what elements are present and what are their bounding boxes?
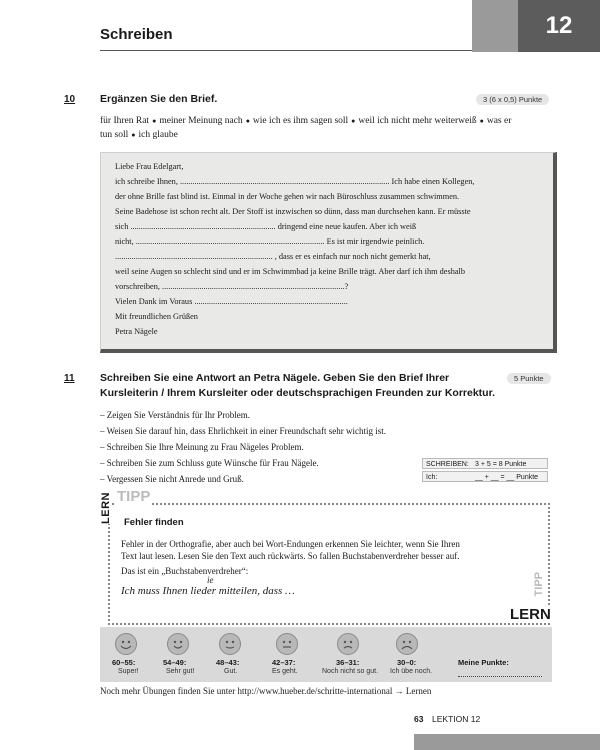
bullet-icon: ● xyxy=(152,117,157,125)
lern-label-bottom: LERN xyxy=(510,606,551,623)
rating-label: Gut. xyxy=(224,668,238,675)
footer-lesson: LEKTION 12 xyxy=(432,714,481,724)
rating-score: 36–31: xyxy=(336,658,360,667)
header-rule xyxy=(100,50,472,51)
tip-heading: Fehler finden xyxy=(124,517,184,528)
phrase: meiner Meinung nach xyxy=(159,116,243,126)
lesson-number-badge: 12 xyxy=(518,0,600,52)
more-exercises-link[interactable]: Noch mehr Übungen finden Sie unter http://www.hueber.de/schritte-international → Lernen xyxy=(100,686,432,696)
letter-line: Liebe Frau Edelgart, xyxy=(115,162,184,171)
lern-label-vertical: LERN xyxy=(100,492,112,524)
rating-score: 42–37: xyxy=(272,658,296,667)
letter-line: nicht, ........................................................................................... Es ist mir irgendwie peinlich. xyxy=(115,237,425,246)
rating-label: Es geht. xyxy=(272,668,298,675)
letter-box xyxy=(100,152,557,353)
instruction-item: – Weisen Sie darauf hin, dass Ehrlichkeit in einer Freundschaft sehr wichtig ist. xyxy=(100,426,387,436)
phrase-list-line-1 xyxy=(100,114,550,128)
rating-scale xyxy=(100,627,552,682)
tip-text-line: Das ist ein „Buchstabenverdreher“: xyxy=(121,566,249,576)
smiley-good-icon xyxy=(219,633,241,655)
handwritten-example xyxy=(121,575,295,597)
letter-line: ich schreibe Ihnen, ..................................................................................................... Ich habe einen Kollegen, xyxy=(115,177,475,186)
phrase-list-line-2 xyxy=(100,128,550,142)
task-11-number: 11 xyxy=(64,373,75,384)
score-formula: 3 + 5 = 8 Punkte xyxy=(475,461,527,468)
my-points-blank xyxy=(458,676,542,677)
bullet-icon: ● xyxy=(479,117,484,125)
bullet-icon: ● xyxy=(131,131,136,139)
letter-line: Vielen Dank im Voraus .......................................................................... xyxy=(115,297,348,306)
rating-label: Sehr gut! xyxy=(166,668,195,675)
bullet-icon: ● xyxy=(245,117,250,125)
task-11-points: 5 Punkte xyxy=(507,373,551,384)
letter-line: sich ...................................................................... dringend eine neue kaufen. Aber ich weiß xyxy=(115,222,417,231)
task-10-title: Ergänzen Sie den Brief. xyxy=(100,93,218,105)
instruction-item: – Schreiben Sie Ihre Meinung zu Frau Nägeles Problem. xyxy=(100,442,304,452)
handwritten-correction: ie xyxy=(207,575,214,585)
rating-score: 54–49: xyxy=(163,658,187,667)
letter-signature: Petra Nägele xyxy=(115,327,158,336)
score-row-total xyxy=(422,458,548,469)
bullet-icon: ● xyxy=(351,117,356,125)
task-10-number: 10 xyxy=(64,94,76,105)
rating-score: 48–43: xyxy=(216,658,240,667)
phrase: weil ich nicht mehr weiterweiß xyxy=(358,116,477,126)
instruction-item: – Vergessen Sie nicht Anrede und Gruß. xyxy=(100,474,244,484)
score-label: SCHREIBEN: xyxy=(426,461,469,468)
rating-label: Ich übe noch. xyxy=(390,668,433,675)
phrase: wie ich es ihm sagen soll xyxy=(252,116,349,126)
smiley-not-so-good-icon xyxy=(337,633,359,655)
tipp-label-vertical: TIPP xyxy=(533,572,545,597)
section-title: Schreiben xyxy=(100,26,173,43)
letter-line: weil seine Augen so schlecht sind und er im Schwimmbad ja keine Brille trägt. Aber darf ich ihm deshalb xyxy=(115,267,466,276)
phrase: tun soll xyxy=(100,130,129,140)
tipp-label-top: TIPP xyxy=(117,488,151,505)
my-points-label: Meine Punkte: xyxy=(458,658,509,667)
example-sentence: Ich muss Ihnen lieder mitteilen, dass … xyxy=(121,585,295,597)
footer-bar xyxy=(414,734,600,750)
instruction-item: – Zeigen Sie Verständnis für Ihr Problem. xyxy=(100,410,251,420)
phrase: was er xyxy=(486,116,512,126)
score-label: Ich: xyxy=(426,474,438,481)
letter-line: vorschreiben, ........................................................................................? xyxy=(115,282,349,291)
letter-line: Mit freundlichen Grüßen xyxy=(115,312,198,321)
letter-line: Seine Badehose ist schon recht alt. Der Stoff ist inzwischen so dünn, dass man durchsehen kann. Er müsste xyxy=(115,207,471,216)
smiley-practicing-icon xyxy=(396,633,418,655)
rating-score: 60–55: xyxy=(112,658,136,667)
page-number: 63 xyxy=(414,714,424,724)
score-formula: __ + __ = __ Punkte xyxy=(475,474,539,481)
score-row-mine xyxy=(422,471,548,482)
task-11-title-line-2: Kursleiterin / Ihrem Kursleiter oder deutschsprachigen Freunden zur Korrektur. xyxy=(100,387,496,399)
rating-score: 30–0: xyxy=(397,658,417,667)
smiley-ok-icon xyxy=(276,633,298,655)
task-10-points: 3 (6 x 0,5) Punkte xyxy=(476,94,549,105)
phrase: für Ihren Rat xyxy=(100,116,150,126)
tip-text-line: Fehler in der Orthografie, aber auch bei Wort-Endungen erkennen Sie leichter, wenn Sie Ihren xyxy=(121,539,460,549)
rating-label: Super! xyxy=(118,668,139,675)
tip-text-line: Text laut lesen. Lesen Sie den Text auch rückwärts. So fallen Buchstabenverdreher besser auf. xyxy=(121,551,460,561)
smiley-super-icon xyxy=(115,633,137,655)
rating-label: Noch nicht so gut. xyxy=(322,668,379,675)
letter-line: der ohne Brille fast blind ist. Einmal in der Woche gehen wir nach Büroschluss zusammen schwimmen. xyxy=(115,192,460,201)
instruction-item: – Schreiben Sie zum Schluss gute Wünsche für Frau Nägele. xyxy=(100,458,319,468)
letter-line: ............................................................................ , dass er es einfach nur noch nicht gemerkt hat, xyxy=(115,252,431,261)
smiley-very-good-icon xyxy=(167,633,189,655)
phrase: ich glaube xyxy=(138,130,178,140)
task-11-title-line-1: Schreiben Sie eine Antwort an Petra Nägele. Geben Sie den Brief Ihrer xyxy=(100,372,450,384)
